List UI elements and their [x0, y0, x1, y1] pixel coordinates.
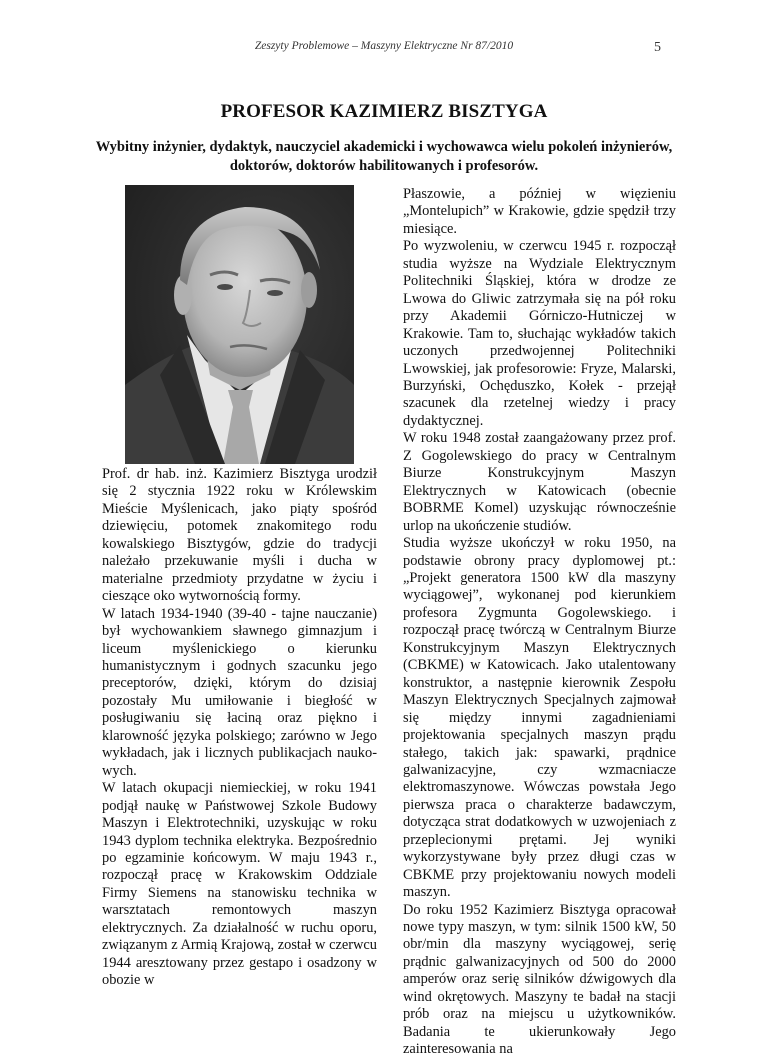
- paragraph-occupation: W latach okupacji niemieckiej, w roku 1941 podjął naukę w Państwowej Szkole Budowy Maszyn i Elektrotechniki, uzyskując w roku 1943 dyplom technika elektryka. Bezpośrednio po egzaminie końcowym. W maju 1943 r., rozpoczął pracę w Krakowskim Oddziale Firmy Siemens na stanowisku technika w warsztatach remontowych maszyn elektrycznych. Za działalność w ruchu oporu, związanym z Armią Krajową, został w czerwcu 1944 aresztowany przez gestapo i osadzony w obozie w: [102, 780, 377, 989]
- left-column: [102, 466, 377, 990]
- right-column: [403, 186, 676, 1059]
- page-number: 5: [654, 40, 661, 55]
- article-subtitle: Wybitny inżynier, dydaktyk, nauczyciel akademicki i wychowawca wielu pokoleń inżynierów, doktorów, doktorów habilitowanych i profesorów.: [95, 139, 673, 174]
- portrait-image: [125, 185, 354, 464]
- paragraph-machines-1952: Do roku 1952 Kazimierz Bisztyga opracował nowe typy maszyn, w tym: silnik 1500 kW, 50 obr/min dla maszyny wyciągowej, serię prądnic galwanizacyjnych od 500 do 2000 amperów oraz serię silników dźwigowych dla wind okrętowych. Maszyny te badał na stacji prób oraz na miejscu u użytkowników. Badania te ukierunkowały Jego zainteresowania na: [403, 901, 676, 1058]
- journal-title: Zeszyty Problemowe – Maszyny Elektryczne Nr 87/2010: [254, 40, 514, 52]
- paragraph-graduation: Studia wyższe ukończył w roku 1950, na podstawie obrony pracy dyplomowej pt.: „Projekt generatora 1500 kW dla maszyny wyciągowej”, wykonanej pod kierunkiem profesora Zygmunta Gogolewskiego. i rozpoczął pracę twórczą w Centralnym Biurze Konstrukcyjnym Maszyn Elektrycznych (CBKME) w Katowicach. Jako utalentowany konstruktor, a następnie kierownik Zespołu Maszyn Elektrycznych Specjalnych zajmował się między innymi zagadnieniami projektowania specjalnych maszyn prądu stałego, takich jak: spawarki, prądnice galwanizacyjne, czy wzmacniacze elektromaszynowe. Wówczas powstała Jego pierwsza praca o charakterze badawczym, dotycząca strat dodatkowych w uzwojeniach z przeplecionymi prętami. Jej wyniki wykorzystywane były przez długi czas w CBKME przy projektowaniu nowych modeli maszyn.: [403, 535, 676, 901]
- paragraph-birth: Prof. dr hab. inż. Kazimierz Bisztyga urodził się 2 stycznia 1922 roku w Królewskim Mieście Myślenicach, jako piąty spośród dziewięciu, potomek znakomitego rodu kowalskiego Bisztygów, gdzie do tradycji należało przekuwanie myśli i ducha w materialne przedmioty przydatne w życiu i cieszące oko wytwornością formy.: [102, 466, 377, 605]
- article-title: PROFESOR KAZIMIERZ BISZTYGA: [220, 101, 548, 122]
- paragraph-cbkme-1948: W roku 1948 został zaangażowany przez prof. Z Gogolewskiego do pracy w Centralnym Biurze Konstrukcyjnym Maszyn Elektrycznych w Katowicach (obecnie BOBRME Komel) uzyskując równocześnie urlop na ukończenie studiów.: [403, 430, 676, 534]
- paragraph-studies: Po wyzwoleniu, w czerwcu 1945 r. rozpoczął studia wyższe na Wydziale Elektrycznym Politechniki Śląskiej, która w drodze ze Lwowa do Gliwic zatrzymała się na pół roku przy Akademii Górniczo-Hutniczej w Krakowie. Tam to, słuchając wykładów takich uczonych przedwojennej Politechniki Lwowskiej, jak profesorowie: Fryze, Malarski, Burzyński, Ochęduszko, Kołek - przejął szacunek dla rzetelnej wiedzy i pracy dydaktycznej.: [403, 238, 676, 429]
- paragraph-education: W latach 1934-1940 (39-40 - tajne nauczanie) był wychowankiem sławnego gimnazjum i liceum myślenickiego o kierunku humanistycznym i godnych szacunku jego preceptorów, dzięki, którym do dzisiaj pozostały Mu umiłowanie i biegłość w posługiwaniu się łaciną oraz piękno i klarowność języka polskiego; zarówno w Jego wykładach, jak i licznych publikacjach nauko-wych.: [102, 605, 377, 779]
- portrait-photo: [125, 185, 354, 464]
- paragraph-imprisonment: Płaszowie, a później w więzieniu „Montelupich” w Krakowie, gdzie spędził trzy miesiące.: [403, 186, 676, 237]
